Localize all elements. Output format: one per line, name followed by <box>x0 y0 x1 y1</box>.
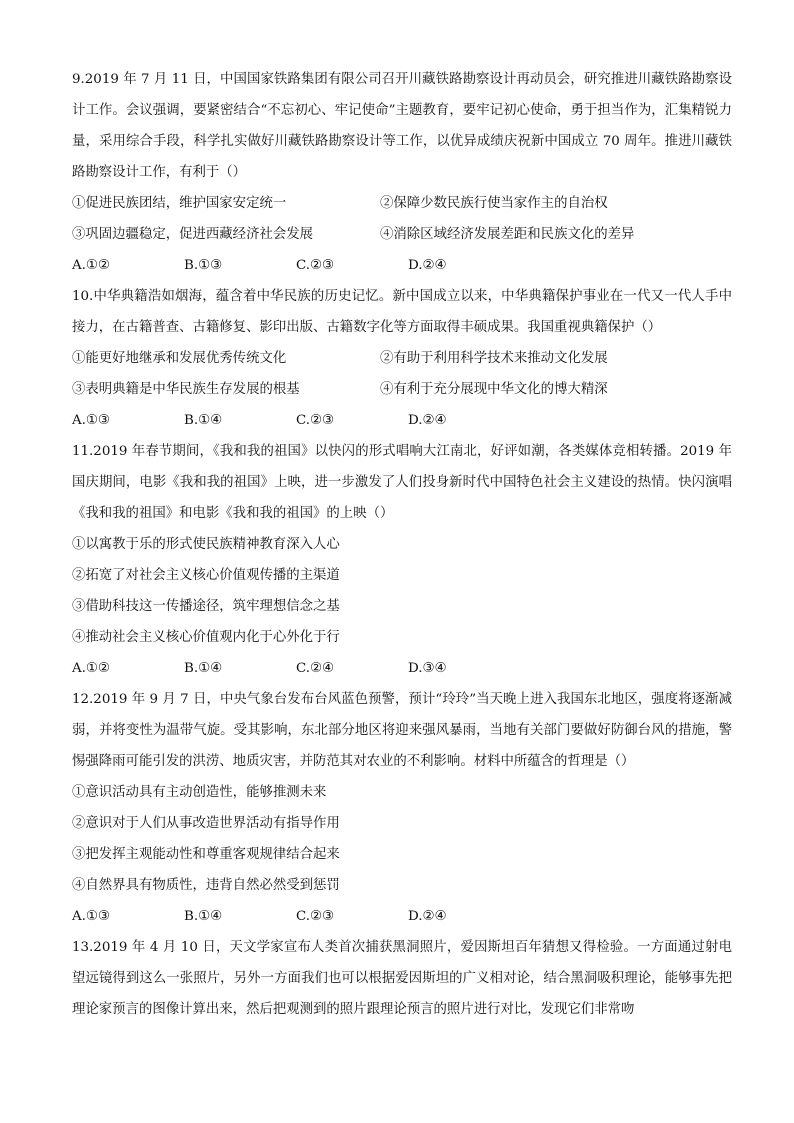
question-12-stem: 12.2019 年 9 月 7 日，中央气象台发布台风蓝色预警，预计“玲玲”当天晚上进入我国东北地区，强度将逐渐减弱，并将变性为温带气旋。受其影响，东北部分地区将迎来强风暴雨，当地有关部门要做好防御台风的措施，警惕强降雨可能引发的洪涝、地质灾害，并防范其对农业的不利影响。材料中所蕴含的哲理是（） <box>72 692 732 769</box>
option-3: ③把发挥主观能动性和尊重客观规律结合起来 <box>72 847 340 862</box>
answer-b: B.①④ <box>184 909 223 924</box>
answer-d: D.③④ <box>408 661 447 676</box>
option-1: ①能更好地继承和发展优秀传统文化 <box>72 351 287 366</box>
answer-a: A.①② <box>72 661 110 676</box>
option-4: ④推动社会主义核心价值观内化于心外化于行 <box>72 630 340 645</box>
question-9-answers <box>72 250 732 281</box>
option-3: ③巩固边疆稳定，促进西藏经济社会发展 <box>72 227 314 242</box>
question-11-answers <box>72 653 732 684</box>
question-10-options-row-1 <box>72 343 732 374</box>
question-9-options-row-1 <box>72 188 732 219</box>
answer-c: C.②③ <box>296 258 335 273</box>
option-4: ④消除区域经济发展差距和民族文化的差异 <box>380 227 635 242</box>
option-1: ①意识活动具有主动创造性，能够推测未来 <box>72 785 327 800</box>
page-content <box>72 64 732 1025</box>
option-2: ②有助于利用科学技术来推动文化发展 <box>380 351 608 366</box>
answer-a: A.①③ <box>72 413 110 428</box>
option-3: ③借助科技这一传播途径，筑牢理想信念之基 <box>72 599 340 614</box>
answer-b: B.①④ <box>184 413 223 428</box>
answer-d: D.②④ <box>408 258 447 273</box>
question-12-answers <box>72 901 732 932</box>
answer-a: A.①③ <box>72 909 110 924</box>
option-2: ②保障少数民族行使当家作主的自治权 <box>380 196 608 211</box>
answer-a: A.①② <box>72 258 110 273</box>
option-2: ②拓宽了对社会主义核心价值观传播的主渠道 <box>72 568 340 583</box>
option-1: ①以寓教于乐的形式使民族精神教育深入人心 <box>72 537 340 552</box>
option-3: ③表明典籍是中华民族生存发展的根基 <box>72 382 300 397</box>
option-2: ②意识对于人们从事改造世界活动有指导作用 <box>72 816 340 831</box>
answer-c: C.②③ <box>296 413 335 428</box>
option-1: ①促进民族团结，维护国家安定统一 <box>72 196 287 211</box>
option-4: ④自然界具有物质性，违背自然必然受到惩罚 <box>72 878 340 893</box>
question-10-answers <box>72 405 732 436</box>
answer-c: C.②④ <box>296 661 335 676</box>
answer-d: D.②④ <box>408 413 447 428</box>
option-4: ④有利于充分展现中华文化的博大精深 <box>380 382 608 397</box>
answer-c: C.②③ <box>296 909 335 924</box>
question-9-stem: 9.2019 年 7 月 11 日，中国国家铁路集团有限公司召开川藏铁路勘察设计再动员会，研究推进川藏铁路勘察设计工作。会议强调，要紧密结合“不忘初心、牢记使命”主题教育，要牢记初心使命，勇于担当作为，汇集精锐力量，采用综合手段，科学扎实做好川藏铁路勘察设计等工作，以优异成绩庆祝新中国成立 70 周年。推进川藏铁路勘察设计工作，有利于（） <box>72 72 732 180</box>
answer-d: D.②④ <box>408 909 447 924</box>
answer-b: B.①③ <box>184 258 223 273</box>
question-11-stem: 11.2019 年春节期间，《我和我的祖国》以快闪的形式唱响大江南北，好评如潮，各类媒体竞相转播。2019 年国庆期间，电影《我和我的祖国》上映，进一步激发了人们投身新时代中国特色社会主义建设的热情。快闪演唱《我和我的祖国》和电影《我和我的祖国》的上映（） <box>72 444 732 521</box>
question-13-stem: 13.2019 年 4 月 10 日，天文学家宣布人类首次捕获黑洞照片，爱因斯坦百年猜想又得检验。一方面通过射电望远镜得到这么一张照片，另外一方面我们也可以根据爱因斯坦的广义相对论，结合黑洞吸积理论，能够事先把理论家预言的图像计算出来，然后把观测到的照片跟理论预言的照片进行对比，发现它们非常吻 <box>72 940 732 1017</box>
answer-b: B.①④ <box>184 661 223 676</box>
question-10-stem: 10.中华典籍浩如烟海，蕴含着中华民族的历史记忆。新中国成立以来，中华典籍保护事业在一代又一代人手中接力，在古籍普查、古籍修复、影印出版、古籍数字化等方面取得丰硕成果。我国重视典籍保护（） <box>72 289 732 335</box>
question-10-options-row-2 <box>72 374 732 405</box>
question-9-options-row-2 <box>72 219 732 250</box>
